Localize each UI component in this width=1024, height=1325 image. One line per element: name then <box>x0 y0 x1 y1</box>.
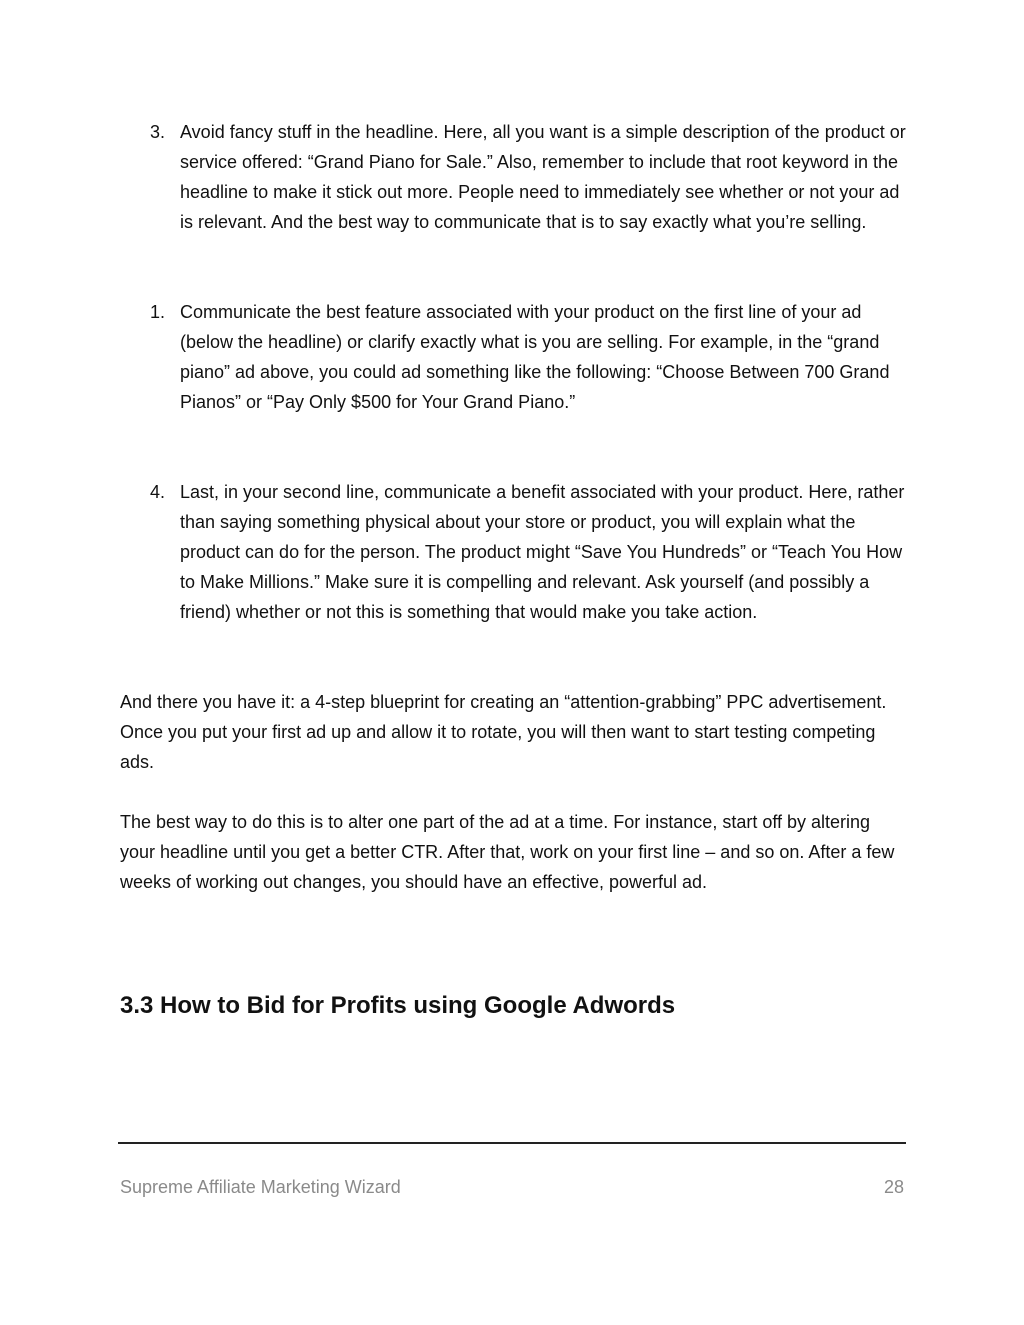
list-item-1 <box>150 297 910 417</box>
footer-divider <box>118 1142 906 1144</box>
list-number: 1. <box>150 302 166 322</box>
paragraph-testing: The best way to do this is to alter one part of the ad at a time. For instance, start off by altering your headline until you get a better CTR. After that, work on your first line – and so on. After a few weeks of working out changes, you should have an effective, powerful ad. <box>120 812 895 892</box>
list-number: 4. <box>150 482 166 502</box>
list-number: 3. <box>150 122 166 142</box>
footer-page-number: 28 <box>883 1177 904 1197</box>
list-item-3 <box>150 117 910 237</box>
list-text: Communicate the best feature associated with your product on the first line of your ad (below the headline) or clarify exactly what is you are selling. For example, in the “grand piano” ad above, you could ad something like the following: “Choose Between 700 Grand Pianos” or “Pay Only $500 for Your Grand Piano.” <box>180 302 890 412</box>
list-item-4 <box>150 477 910 627</box>
list-text: Last, in your second line, communicate a benefit associated with your product. Here, rather than saying something physical about your store or product, you will explain what the product can do for the person. The product might “Save You Hundreds” or “Teach You How to Make Millions.” Make sure it is compelling and relevant. Ask yourself (and possibly a friend) whether or not this is something that would make you take action. <box>180 482 905 622</box>
section-heading: 3.3 How to Bid for Profits using Google Adwords <box>120 992 676 1019</box>
paragraph-blueprint: And there you have it: a 4-step blueprint for creating an “attention-grabbing” PPC advertisement. Once you put your first ad up and allow it to rotate, you will then want to start testing competing ads. <box>120 692 887 772</box>
footer-book-title: Supreme Affiliate Marketing Wizard <box>120 1177 401 1197</box>
list-text: Avoid fancy stuff in the headline. Here, all you want is a simple description of the product or service offered: “Grand Piano for Sale.” Also, remember to include that root keyword in the headline to make it stick out more. People need to immediately see whether or not your ad is relevant. And the best way to communicate that is to say exactly what you’re selling. <box>180 122 906 232</box>
